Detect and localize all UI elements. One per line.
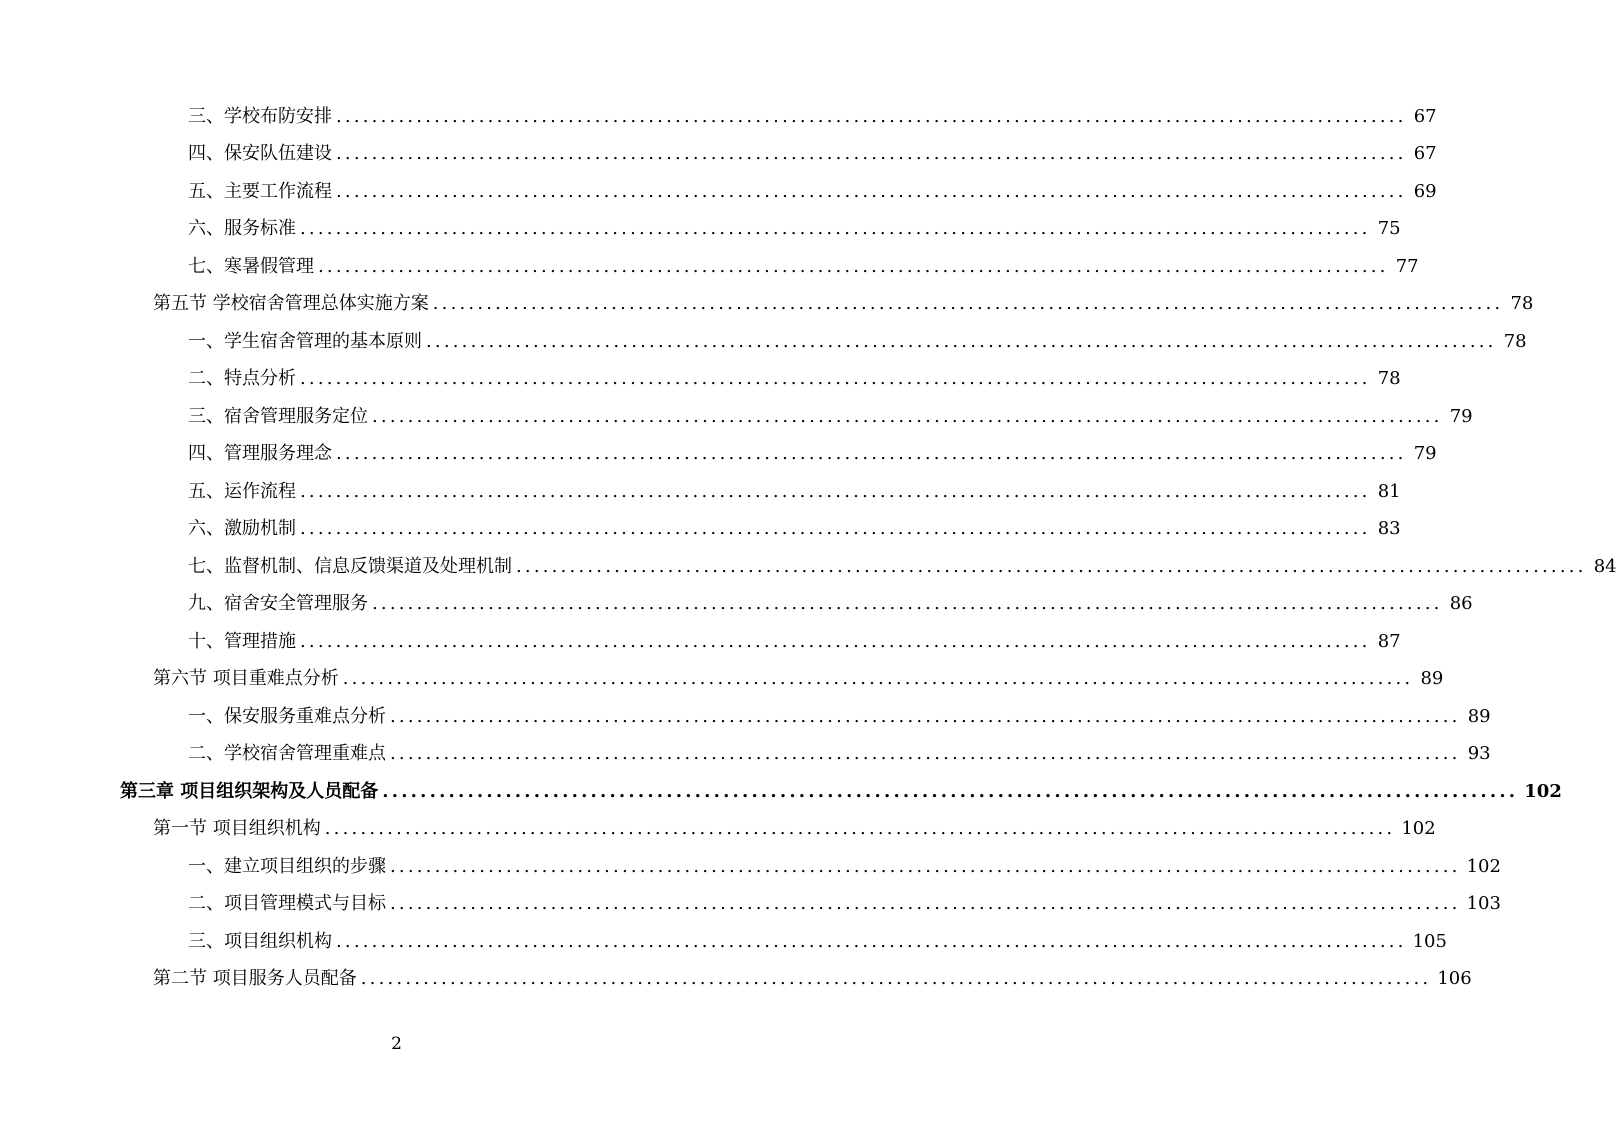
toc-entry-page: 79 <box>1413 443 1437 465</box>
toc-entry-page: 67 <box>1413 105 1437 127</box>
toc-entry[interactable] <box>0 511 1401 549</box>
toc-leader-dots: ........................................................................................................................ <box>372 405 1443 427</box>
toc-entry-page: 67 <box>1413 143 1437 165</box>
toc-leader-dots: ........................................................................................................................ <box>390 893 1461 915</box>
page-number: 2 <box>391 1034 402 1054</box>
toc-entry-page: 86 <box>1449 593 1473 615</box>
toc-entry[interactable] <box>0 436 1437 474</box>
toc-leader-dots: ........................................................................................................................ <box>336 180 1407 202</box>
toc-entry-title: 第一节 项目组织机构 <box>153 818 321 840</box>
toc-leader-dots: ........................................................................................................................ <box>372 593 1443 615</box>
toc-entry-title: 二、学校宿舍管理重难点 <box>188 743 386 765</box>
toc-entry-page: 78 <box>1377 368 1401 390</box>
toc-entry[interactable] <box>0 323 1527 361</box>
toc-entry-title: 一、学生宿舍管理的基本原则 <box>188 330 422 352</box>
toc-leader-dots: ........................................................................................................................ <box>342 668 1414 690</box>
toc-entry-title: 三、项目组织机构 <box>188 930 332 952</box>
toc-entry[interactable] <box>0 98 1437 136</box>
toc-leader-dots: ........................................................................................................................ <box>426 330 1497 352</box>
toc-entry-page: 103 <box>1466 893 1501 915</box>
toc-entry-page: 89 <box>1420 668 1444 690</box>
toc-section-entry[interactable] <box>0 661 1444 699</box>
toc-leader-dots: ........................................................................................................................ <box>390 743 1461 765</box>
toc-entry-title: 第三章 项目组织架构及人员配备 <box>120 780 379 802</box>
toc-entry[interactable] <box>0 173 1437 211</box>
toc-leader-dots: ........................................................................................................................ <box>390 855 1461 877</box>
toc-section-entry[interactable] <box>0 961 1472 999</box>
toc-leader-dots: ........................................................................................................................ <box>382 780 1519 802</box>
toc-entry-title: 二、特点分析 <box>188 368 296 390</box>
toc-entry[interactable] <box>0 548 1617 586</box>
toc-entry[interactable] <box>0 586 1473 624</box>
toc-entry[interactable] <box>0 698 1491 736</box>
toc-entry-page: 69 <box>1413 180 1437 202</box>
toc-leader-dots: ........................................................................................................................ <box>324 818 1396 840</box>
toc-entry-title: 九、宿舍安全管理服务 <box>188 593 368 615</box>
toc-entry-page: 102 <box>1524 780 1562 802</box>
toc-entry-page: 81 <box>1377 480 1401 502</box>
toc-leader-dots: ........................................................................................................................ <box>300 480 1371 502</box>
toc-entry[interactable] <box>0 886 1501 924</box>
toc-entry-title: 四、保安队伍建设 <box>188 143 332 165</box>
toc-leader-dots: ........................................................................................................................ <box>336 143 1407 165</box>
table-of-contents <box>0 98 1617 998</box>
toc-entry[interactable] <box>0 623 1401 661</box>
toc-entry[interactable] <box>0 848 1501 886</box>
toc-entry-title: 第二节 项目服务人员配备 <box>153 968 357 990</box>
toc-leader-dots: ........................................................................................................................ <box>516 555 1587 577</box>
toc-entry-page: 79 <box>1449 405 1473 427</box>
toc-entry-page: 78 <box>1510 293 1534 315</box>
toc-section-entry[interactable] <box>0 811 1436 849</box>
toc-entry-title: 七、监督机制、信息反馈渠道及处理机制 <box>188 555 512 577</box>
toc-leader-dots: ........................................................................................................................ <box>360 968 1432 990</box>
toc-leader-dots: ........................................................................................................................ <box>300 518 1371 540</box>
toc-section-entry[interactable] <box>0 286 1534 324</box>
toc-entry-page: 93 <box>1467 743 1491 765</box>
toc-entry-page: 106 <box>1437 968 1472 990</box>
toc-entry-page: 105 <box>1412 930 1447 952</box>
toc-leader-dots: ........................................................................................................................ <box>336 105 1407 127</box>
toc-entry[interactable] <box>0 248 1419 286</box>
toc-entry-page: 84 <box>1593 555 1617 577</box>
toc-entry-title: 十、管理措施 <box>188 630 296 652</box>
toc-entry-title: 七、寒暑假管理 <box>188 255 314 277</box>
toc-entry-title: 六、激励机制 <box>188 518 296 540</box>
toc-entry-page: 78 <box>1503 330 1527 352</box>
toc-entry-title: 二、项目管理模式与目标 <box>188 893 386 915</box>
toc-leader-dots: ........................................................................................................................ <box>390 705 1461 727</box>
toc-entry-title: 一、保安服务重难点分析 <box>188 705 386 727</box>
toc-entry[interactable] <box>0 136 1437 174</box>
toc-entry-title: 四、管理服务理念 <box>188 443 332 465</box>
toc-entry[interactable] <box>0 398 1473 436</box>
toc-entry-page: 102 <box>1401 818 1436 840</box>
toc-entry-title: 五、运作流程 <box>188 480 296 502</box>
toc-entry[interactable] <box>0 923 1447 961</box>
toc-entry-title: 五、主要工作流程 <box>188 180 332 202</box>
toc-leader-dots: ........................................................................................................................ <box>300 368 1371 390</box>
toc-entry-title: 一、建立项目组织的步骤 <box>188 855 386 877</box>
toc-entry[interactable] <box>0 473 1401 511</box>
toc-leader-dots: ........................................................................................................................ <box>432 293 1504 315</box>
toc-entry-title: 第五节 学校宿舍管理总体实施方案 <box>153 293 429 315</box>
toc-entry-page: 75 <box>1377 218 1401 240</box>
toc-leader-dots: ........................................................................................................................ <box>300 630 1371 652</box>
toc-entry-title: 第六节 项目重难点分析 <box>153 668 339 690</box>
toc-entry-page: 87 <box>1377 630 1401 652</box>
toc-entry[interactable] <box>0 736 1491 774</box>
toc-leader-dots: ........................................................................................................................ <box>318 255 1389 277</box>
toc-leader-dots: ........................................................................................................................ <box>336 443 1407 465</box>
toc-entry-title: 三、学校布防安排 <box>188 105 332 127</box>
toc-entry-title: 六、服务标准 <box>188 218 296 240</box>
toc-entry[interactable] <box>0 361 1401 399</box>
toc-chapter-entry[interactable] <box>0 773 1562 811</box>
toc-entry-page: 102 <box>1466 855 1501 877</box>
toc-leader-dots: ........................................................................................................................ <box>336 930 1407 952</box>
toc-entry-page: 89 <box>1467 705 1491 727</box>
toc-entry[interactable] <box>0 211 1401 249</box>
toc-entry-page: 83 <box>1377 518 1401 540</box>
toc-entry-page: 77 <box>1395 255 1419 277</box>
toc-entry-title: 三、宿舍管理服务定位 <box>188 405 368 427</box>
toc-leader-dots: ........................................................................................................................ <box>300 218 1371 240</box>
